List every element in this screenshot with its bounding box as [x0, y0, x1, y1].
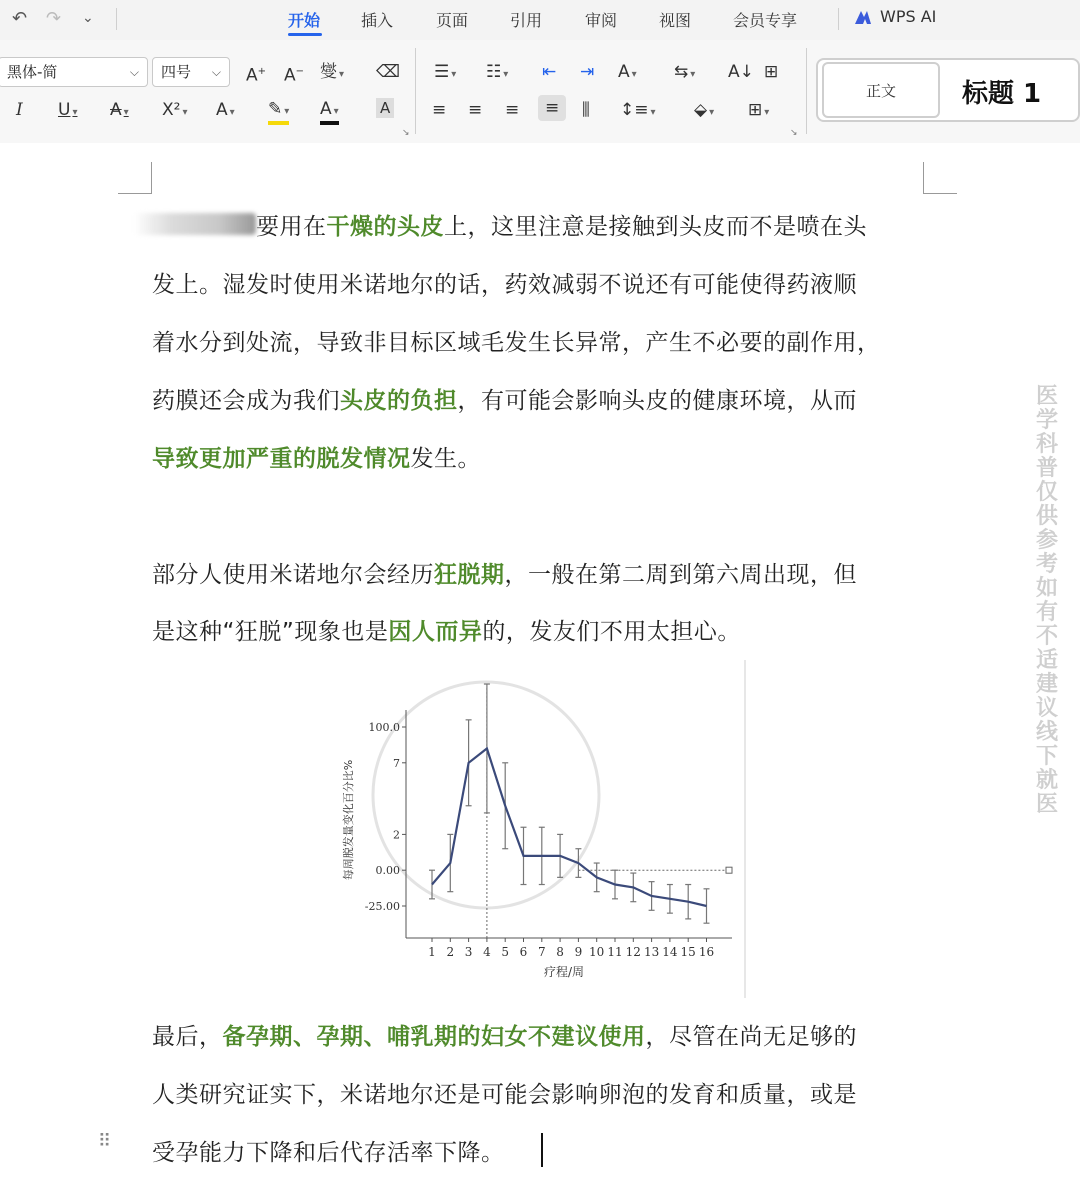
crop-mark: [923, 162, 924, 194]
text-run: 最后，: [152, 1024, 223, 1050]
ribbon-toolbar: [0, 40, 1080, 144]
style-normal-label: 正文: [865, 82, 896, 100]
x-tick-label: 16: [698, 945, 715, 959]
redo-icon[interactable]: ↷: [46, 8, 62, 29]
text-run: 要用在: [256, 214, 327, 240]
paragraph-line[interactable]: [256, 208, 867, 241]
highlight-text: 狂脱期: [434, 562, 505, 588]
chart-figure[interactable]: [336, 660, 746, 998]
undo-icon[interactable]: ↶: [12, 8, 28, 29]
x-tick-label: 4: [483, 945, 491, 959]
reference-marker: [726, 867, 732, 873]
paragraph-line[interactable]: 着水分到处流，导致非目标区域毛发生长异常，产生不必要的副作用，: [152, 330, 881, 356]
line-break-icon[interactable]: ⇆ ▾: [674, 62, 696, 82]
chart-svg: [336, 660, 746, 998]
crop-mark: [151, 162, 152, 194]
divider: [806, 48, 807, 134]
paragraph-line[interactable]: [152, 613, 741, 646]
tab-references[interactable]: 引用: [510, 11, 543, 30]
paragraph-line[interactable]: [152, 1018, 857, 1051]
x-axis-title: 疗程/周: [543, 965, 585, 979]
x-tick-label: 15: [680, 945, 696, 959]
chevron-down-icon: ⌵: [211, 65, 221, 79]
crop-mark: [923, 193, 957, 194]
align-left-icon[interactable]: ≡: [432, 100, 447, 120]
text-run: 上，这里注意是接触到头皮而不是喷在头: [444, 214, 867, 240]
series-line: [432, 748, 707, 906]
paragraph-line[interactable]: 受孕能力下降和后代存活率下降。: [152, 1140, 505, 1166]
x-tick-label: 2: [446, 945, 455, 959]
x-tick-label: 7: [537, 945, 546, 959]
font-name-value: 黑体-简: [7, 63, 58, 81]
tab-page[interactable]: 页面: [436, 11, 469, 30]
style-normal-button[interactable]: [822, 62, 940, 118]
text-run: 药膜还会成为我们: [152, 388, 340, 414]
crop-mark: [118, 193, 152, 194]
text-run: 发生。: [410, 446, 481, 472]
sort-icon[interactable]: A↓: [728, 62, 754, 82]
x-tick-label: 10: [589, 945, 605, 959]
chevron-down-icon: ⌵: [129, 65, 139, 79]
divider: [415, 48, 416, 134]
y-tick-label: 100.0: [368, 721, 400, 734]
borders-icon[interactable]: ⊞ ▾: [748, 100, 770, 120]
text-run: ，一般在第二周到第六周出现，但: [504, 562, 857, 588]
decrease-font-icon[interactable]: A−: [284, 65, 305, 86]
justify-icon[interactable]: ≡: [538, 95, 566, 121]
x-tick-label: 6: [519, 945, 528, 959]
paragraph-line[interactable]: [152, 440, 481, 473]
x-tick-label: 13: [643, 945, 660, 959]
text-direction-icon[interactable]: A ▾: [618, 62, 637, 82]
top-menu-bar: [0, 0, 1080, 40]
paragraph-dialog-launcher-icon[interactable]: ↘: [790, 128, 798, 138]
phonetic-guide-icon[interactable]: 燮 ▾: [320, 62, 345, 82]
char-shading-icon[interactable]: A: [376, 98, 394, 118]
text-run: 的，发友们不用太担心。: [482, 619, 741, 645]
distribute-icon[interactable]: ⫼: [582, 100, 590, 120]
x-tick-label: 5: [501, 945, 510, 959]
active-tab-indicator: [288, 33, 322, 36]
font-size-value: 四号: [161, 63, 192, 81]
tab-insert[interactable]: 插入: [361, 11, 394, 30]
x-tick-label: 12: [625, 945, 641, 959]
increase-indent-icon[interactable]: ⇥: [580, 62, 595, 82]
bullet-list-icon[interactable]: ☰ ▾: [434, 62, 457, 82]
tab-review[interactable]: 审阅: [585, 11, 618, 30]
superscript-icon[interactable]: X² ▾: [162, 100, 188, 120]
font-name-select[interactable]: [0, 57, 148, 87]
increase-font-icon[interactable]: A+: [246, 65, 267, 86]
highlight-icon[interactable]: ✎ ▾: [268, 100, 289, 125]
divider: [116, 8, 117, 30]
y-tick-label: -25.00: [364, 900, 400, 913]
drag-handle-icon[interactable]: ⠿: [98, 1131, 110, 1152]
wps-ai-button[interactable]: WPS AI: [880, 7, 937, 26]
paragraph-line[interactable]: 人类研究证实下，米诺地尔还是可能会影响卵泡的发育和质量，或是: [152, 1082, 857, 1108]
underline-icon[interactable]: U ▾: [58, 100, 78, 120]
highlight-text: 导致更加严重的脱发情况: [152, 446, 411, 472]
x-tick-label: 9: [574, 945, 583, 959]
magnifier-circle: [373, 682, 599, 908]
y-tick-label: 0.00: [375, 864, 400, 878]
y-tick-label: 7: [393, 756, 400, 770]
highlight-text: 因人而异: [388, 619, 483, 645]
highlight-text: 备孕期、孕期、哺乳期的妇女不建议使用: [222, 1024, 646, 1050]
font-color-icon[interactable]: A ▾: [320, 100, 339, 125]
align-right-icon[interactable]: ≡: [505, 100, 520, 120]
paragraph-line[interactable]: 发上。湿发时使用米诺地尔的话，药效减弱不说还有可能使得药液顺: [152, 272, 857, 298]
blurred-text: [134, 213, 256, 235]
text-run: 部分人使用米诺地尔会经历: [152, 562, 434, 588]
font-size-select[interactable]: [152, 57, 230, 87]
x-tick-label: 14: [662, 945, 678, 959]
clear-format-icon[interactable]: ⌫: [376, 62, 401, 82]
x-tick-label: 8: [556, 945, 564, 959]
tab-home[interactable]: 开始: [288, 11, 321, 30]
x-tick-label: 1: [428, 945, 436, 959]
text-cursor: [541, 1133, 543, 1167]
highlight-text: 头皮的负担: [340, 388, 458, 414]
shading-icon[interactable]: ⬙ ▾: [694, 100, 715, 120]
numbered-list-icon[interactable]: ☷ ▾: [486, 62, 509, 82]
x-tick-label: 11: [607, 945, 623, 959]
x-tick-label: 3: [464, 945, 473, 959]
paragraph-line[interactable]: [152, 556, 857, 589]
wps-ai-logo-icon: [854, 9, 872, 25]
y-axis-title: 每周脱发量变化百分比%: [342, 759, 355, 881]
align-center-icon[interactable]: ≡: [468, 100, 483, 120]
italic-icon[interactable]: I: [16, 100, 23, 120]
tab-view[interactable]: 视图: [659, 11, 692, 30]
paragraph-line[interactable]: [152, 382, 857, 415]
quick-access-dropdown-icon[interactable]: ⌄: [82, 10, 94, 26]
highlight-text: 干燥的头皮: [326, 214, 444, 240]
y-tick-label: 2: [393, 828, 400, 842]
text-run: ，有可能会影响头皮的健康环境，从而: [457, 388, 857, 414]
text-run: 是这种“狂脱”现象也是: [152, 619, 389, 645]
line-spacing-icon[interactable]: ↕≡ ▾: [620, 100, 656, 120]
text-run: ，尽管在尚无足够的: [645, 1024, 857, 1050]
font-dialog-launcher-icon[interactable]: ↘: [402, 128, 410, 138]
text-effect-icon[interactable]: A ▾: [216, 100, 235, 120]
style-heading1-button[interactable]: 标题 1: [962, 79, 1042, 109]
divider: [838, 8, 839, 30]
decrease-indent-icon[interactable]: ⇤: [542, 62, 557, 82]
tab-member[interactable]: 会员专享: [733, 11, 798, 30]
watermark-text: 医学科普 仅供参考 如有不适 建议线下就医: [1035, 384, 1058, 817]
strikethrough-icon[interactable]: A ▾: [110, 100, 129, 120]
show-marks-icon[interactable]: ⊞: [764, 62, 779, 82]
